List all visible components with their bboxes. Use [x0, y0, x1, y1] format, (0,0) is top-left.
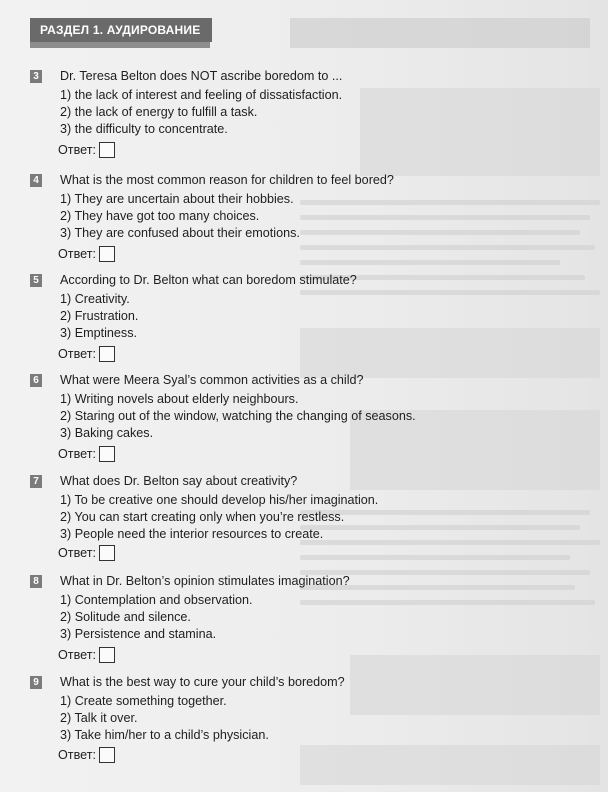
- answer-box[interactable]: [99, 346, 115, 362]
- question-text: What is the best way to cure your child’s boredom?: [60, 675, 345, 689]
- reverse-page-line: [300, 525, 580, 530]
- option-2: 2) Solitude and silence.: [60, 610, 191, 624]
- answer-label: Ответ:: [58, 447, 96, 461]
- reverse-page-line: [300, 245, 595, 250]
- question-text: What in Dr. Belton’s opinion stimulates imagination?: [60, 574, 350, 588]
- answer-row: [58, 647, 115, 663]
- question-number: 8: [30, 575, 42, 588]
- reverse-page-table: [300, 328, 600, 378]
- question-number: 6: [30, 374, 42, 387]
- option-2: 2) Staring out of the window, watching the changing of seasons.: [60, 409, 416, 423]
- question-number: 7: [30, 475, 42, 488]
- option-2: 2) the lack of energy to fulfill a task.: [60, 105, 258, 119]
- answer-box[interactable]: [99, 446, 115, 462]
- answer-label: Ответ:: [58, 748, 96, 762]
- reverse-page-shadow: [290, 18, 590, 48]
- reverse-page-block: [300, 745, 600, 785]
- reverse-page-line: [300, 555, 570, 560]
- answer-box[interactable]: [99, 747, 115, 763]
- answer-box[interactable]: [99, 545, 115, 561]
- question-text: What does Dr. Belton say about creativity?: [60, 474, 298, 488]
- answer-row: [58, 246, 115, 262]
- reverse-page-line: [300, 260, 560, 265]
- option-1: 1) Writing novels about elderly neighbours.: [60, 392, 299, 406]
- question-text: What were Meera Syal’s common activities as a child?: [60, 373, 364, 387]
- answer-row: [58, 346, 115, 362]
- answer-row: [58, 747, 115, 763]
- option-3: 3) the difficulty to concentrate.: [60, 122, 228, 136]
- reverse-page-line: [300, 290, 600, 295]
- answer-row: [58, 446, 115, 462]
- question-text: According to Dr. Belton what can boredom stimulate?: [60, 273, 357, 287]
- answer-label: Ответ:: [58, 347, 96, 361]
- option-2: 2) Talk it over.: [60, 711, 138, 725]
- option-1: 1) They are uncertain about their hobbies.: [60, 192, 294, 206]
- question-number: 9: [30, 676, 42, 689]
- answer-label: Ответ:: [58, 546, 96, 560]
- option-3: 3) People need the interior resources to create.: [60, 527, 324, 541]
- answer-row: [58, 545, 115, 561]
- answer-label: Ответ:: [58, 247, 96, 261]
- answer-row: [58, 142, 115, 158]
- reverse-page-block: [360, 88, 600, 176]
- reverse-page-line: [300, 215, 590, 220]
- question-number: 5: [30, 274, 42, 287]
- option-1: 1) Contemplation and observation.: [60, 593, 253, 607]
- reverse-page-line: [300, 600, 595, 605]
- reverse-page-line: [300, 230, 580, 235]
- option-1: 1) the lack of interest and feeling of dissatisfaction.: [60, 88, 343, 102]
- answer-label: Ответ:: [58, 648, 96, 662]
- question-text: Dr. Teresa Belton does NOT ascribe boredom to ...: [60, 69, 343, 83]
- option-2: 2) Frustration.: [60, 309, 139, 323]
- option-2: 2) You can start creating only when you’re restless.: [60, 510, 345, 524]
- header-underline: [30, 42, 210, 48]
- reverse-page-line: [300, 200, 600, 205]
- option-3: 3) Persistence and stamina.: [60, 627, 217, 641]
- option-3: 3) Baking cakes.: [60, 426, 154, 440]
- answer-box[interactable]: [99, 647, 115, 663]
- option-2: 2) They have got too many choices.: [60, 209, 260, 223]
- answer-box[interactable]: [99, 142, 115, 158]
- option-1: 1) To be creative one should develop his/her imagination.: [60, 493, 379, 507]
- option-3: 3) They are confused about their emotions.: [60, 226, 300, 240]
- option-3: 3) Emptiness.: [60, 326, 137, 340]
- section-header: РАЗДЕЛ 1. АУДИРОВАНИЕ: [30, 18, 212, 42]
- reverse-page-table: [350, 655, 600, 715]
- option-3: 3) Take him/her to a child’s physician.: [60, 728, 269, 742]
- question-number: 4: [30, 174, 42, 187]
- question-number: 3: [30, 70, 42, 83]
- answer-label: Ответ:: [58, 143, 96, 157]
- reverse-page-line: [300, 540, 600, 545]
- question-text: What is the most common reason for children to feel bored?: [60, 173, 394, 187]
- option-1: 1) Create something together.: [60, 694, 227, 708]
- option-1: 1) Creativity.: [60, 292, 130, 306]
- answer-box[interactable]: [99, 246, 115, 262]
